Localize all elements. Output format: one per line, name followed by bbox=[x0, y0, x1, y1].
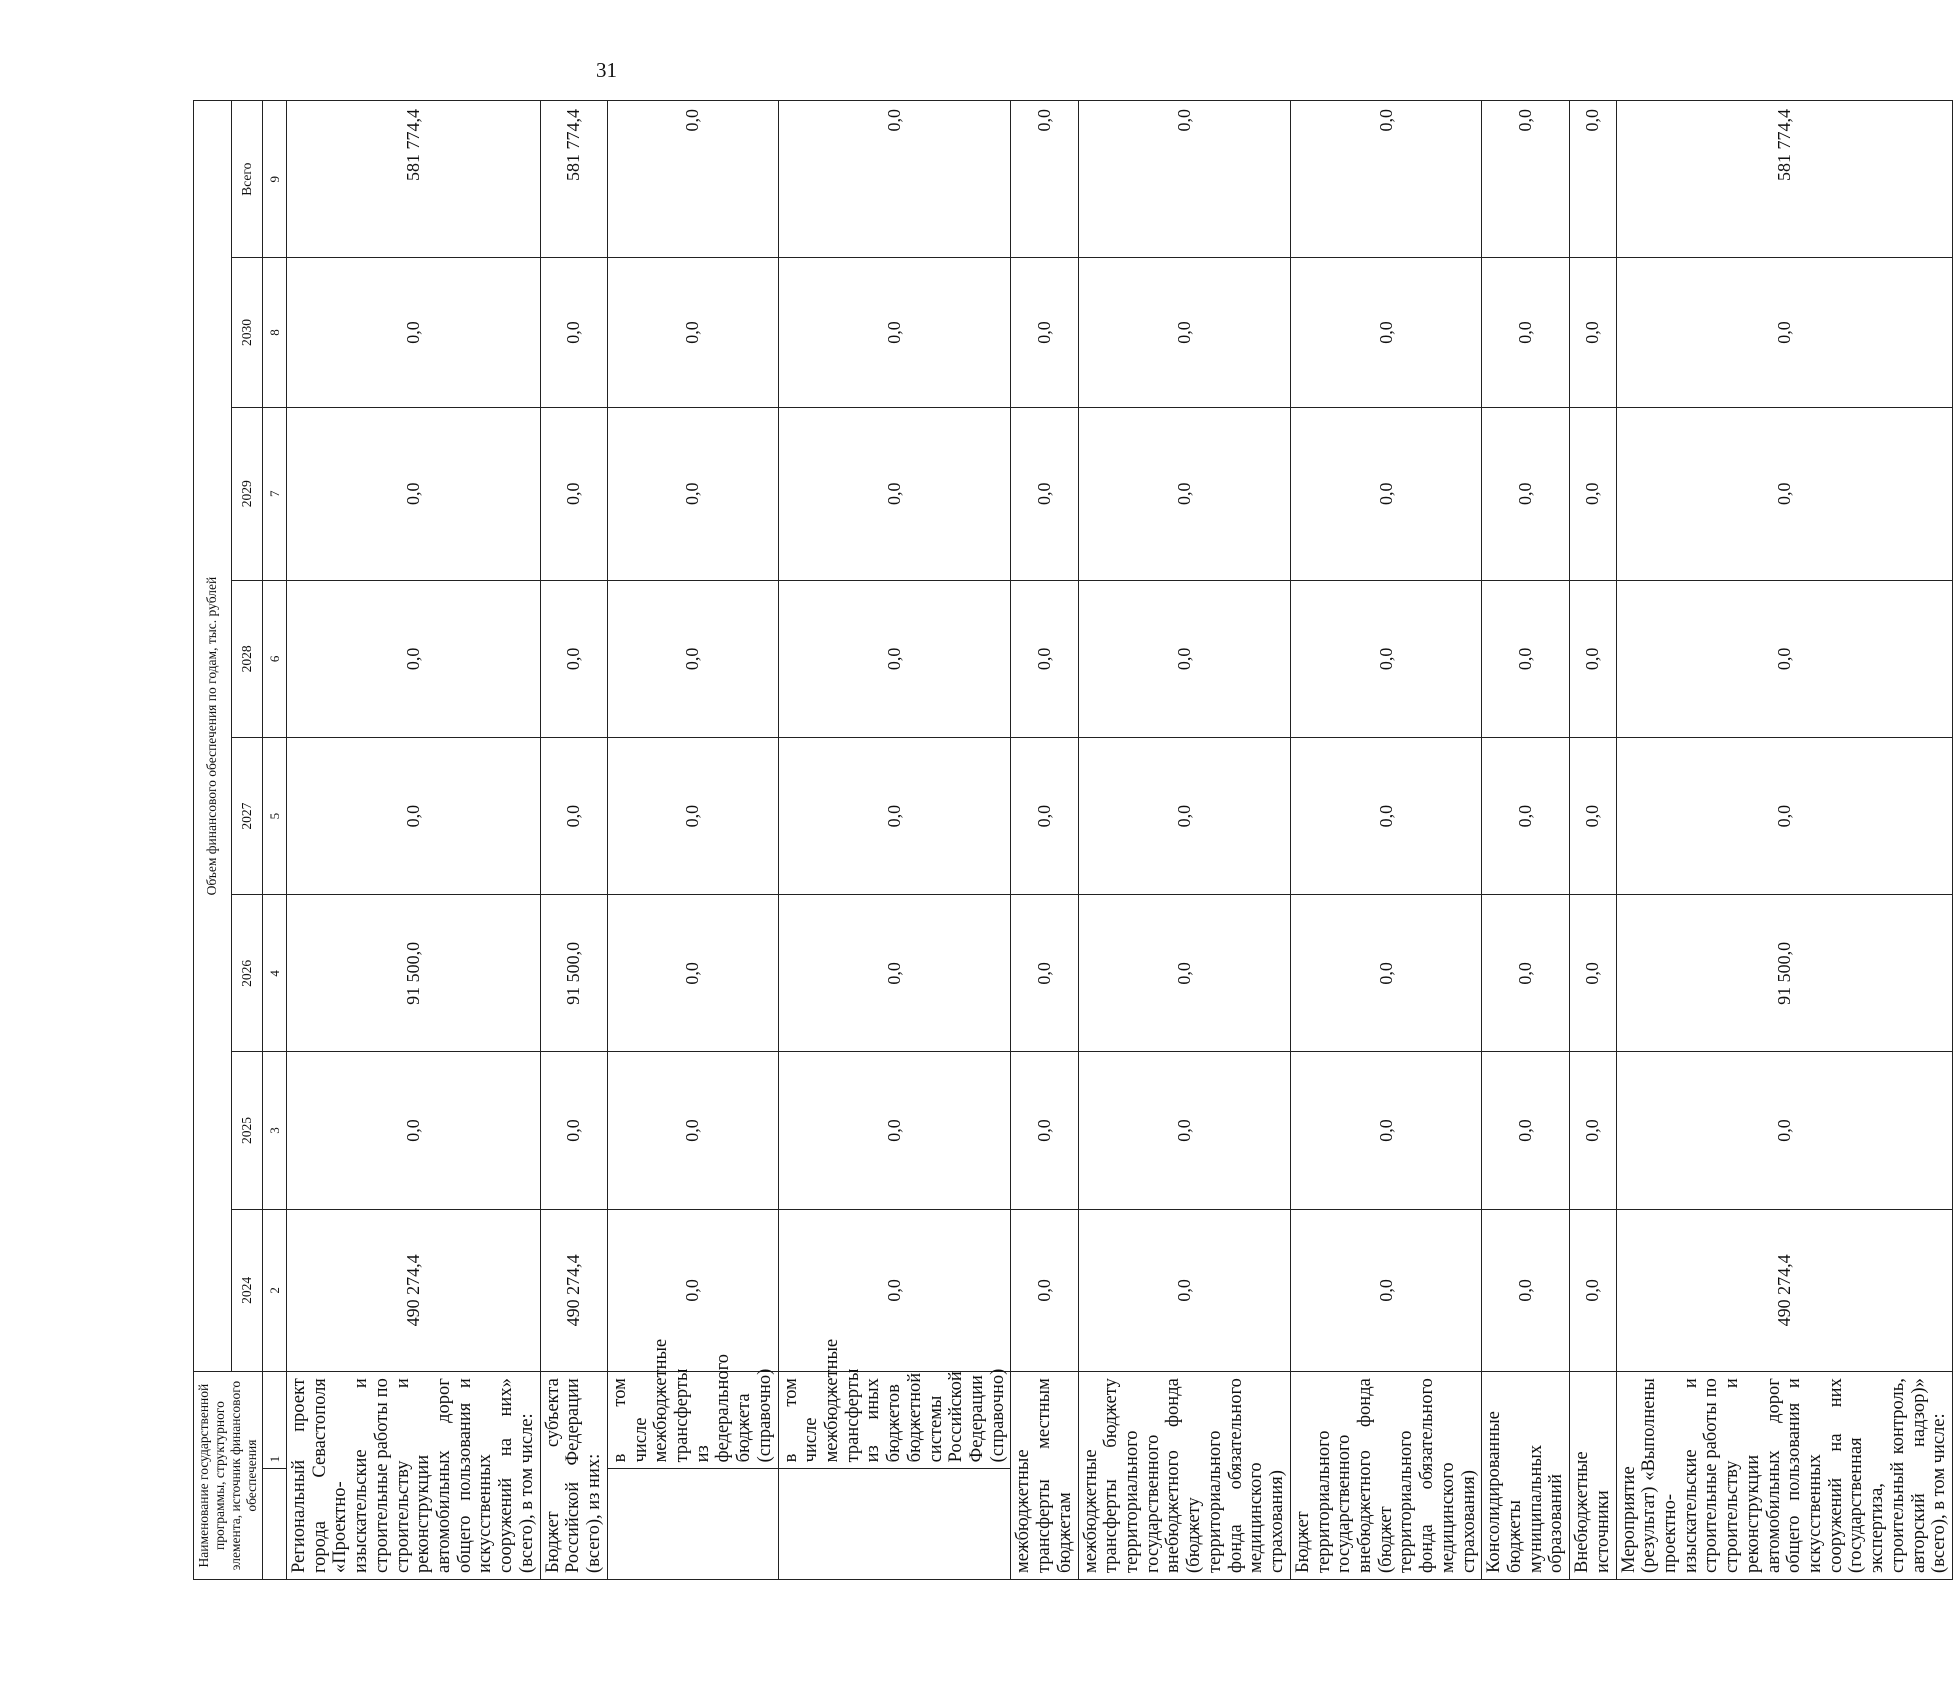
table-row bbox=[1616, 101, 1953, 1580]
row-value: 0,0 bbox=[1290, 407, 1481, 580]
row-value: 0,0 bbox=[778, 580, 1011, 737]
header-year-2030: 2030 bbox=[231, 258, 262, 407]
header-year-2024: 2024 bbox=[231, 1209, 262, 1372]
table-row bbox=[287, 101, 541, 1580]
row-value: 0,0 bbox=[287, 738, 541, 895]
header-year-2026: 2026 bbox=[231, 895, 262, 1052]
row-value: 0,0 bbox=[540, 580, 607, 737]
header-col-number-1: 1 bbox=[263, 1372, 287, 1469]
table-row bbox=[540, 101, 607, 1580]
header-col-number-9: 9 bbox=[263, 101, 287, 258]
row-value: 0,0 bbox=[778, 101, 1011, 258]
row-value: 0,0 bbox=[1570, 1209, 1616, 1372]
row-value: 0,0 bbox=[1078, 101, 1290, 258]
row-value: 0,0 bbox=[1078, 1052, 1290, 1209]
row-value: 0,0 bbox=[1290, 580, 1481, 737]
row-value: 0,0 bbox=[1482, 580, 1570, 737]
row-name: межбюджетные трансферты местным бюджетам bbox=[1011, 1372, 1078, 1580]
header-col-number-7: 7 bbox=[263, 407, 287, 580]
row-value: 0,0 bbox=[1482, 407, 1570, 580]
row-value: 0,0 bbox=[607, 407, 778, 580]
row-value: 0,0 bbox=[1570, 101, 1616, 258]
row-value: 0,0 bbox=[1616, 738, 1953, 895]
row-value: 581 774,4 bbox=[1616, 101, 1953, 258]
table-row bbox=[1011, 101, 1078, 1580]
table-row bbox=[1482, 101, 1570, 1580]
row-value: 0,0 bbox=[607, 1209, 778, 1372]
row-value: 0,0 bbox=[287, 580, 541, 737]
header-year-2029: 2029 bbox=[231, 407, 262, 580]
header-spacer bbox=[263, 1469, 287, 1580]
table-row bbox=[1570, 101, 1616, 1580]
row-value: 0,0 bbox=[540, 407, 607, 580]
row-name: Мероприятие (результат) «Выполнены проектно-изыскательские и строительные работы по строительству и реконструкции автомобильных дорог общего пользования и искусственных сооружений на них (государственная экспертиза, строительный контроль, авторский надзор)» (всего), в том числе: bbox=[1616, 1372, 1953, 1580]
row-value: 0,0 bbox=[1616, 580, 1953, 737]
row-name: Внебюджетные источники bbox=[1570, 1372, 1616, 1580]
header-year-2027: 2027 bbox=[231, 738, 262, 895]
row-name: межбюджетные трансферты бюджету территориального государственного внебюджетного фонда (бюджету территориального фонда обязательного медицинского страхования) bbox=[1078, 1372, 1290, 1580]
row-name: Бюджет территориального государственного внебюджетного фонда (бюджет территориального фонда обязательного медицинского страхования) bbox=[1290, 1372, 1481, 1580]
row-value: 490 274,4 bbox=[540, 1209, 607, 1372]
row-value: 0,0 bbox=[778, 407, 1011, 580]
header-col-number-4: 4 bbox=[263, 895, 287, 1052]
row-name: Региональный проект города Севастополя «Проектно-изыскательские и строительные работы по строительству и реконструкции автомобильных дорог общего пользования и искусственных сооружений на них» (всего), в том числе: bbox=[287, 1372, 541, 1580]
indent-cell bbox=[607, 1469, 778, 1580]
row-value: 0,0 bbox=[778, 1052, 1011, 1209]
row-value: 490 274,4 bbox=[287, 1209, 541, 1372]
row-value: 0,0 bbox=[1078, 407, 1290, 580]
row-value: 0,0 bbox=[1078, 1209, 1290, 1372]
row-value: 0,0 bbox=[1011, 1209, 1078, 1372]
row-name: Бюджет субъекта Российской Федерации (всего), из них: bbox=[540, 1372, 607, 1580]
row-value: 0,0 bbox=[607, 738, 778, 895]
header-volume-column: Объем финансового обеспечения по годам, тыс. рублей bbox=[194, 101, 232, 1372]
row-value: 0,0 bbox=[1290, 738, 1481, 895]
header-total: Всего bbox=[231, 101, 262, 258]
row-value: 0,0 bbox=[287, 407, 541, 580]
row-value: 0,0 bbox=[1290, 258, 1481, 407]
row-value: 0,0 bbox=[1616, 1052, 1953, 1209]
rotated-page-content bbox=[193, 100, 1950, 1580]
row-value: 0,0 bbox=[540, 258, 607, 407]
row-name: в том числе межбюджетные трансферты из федерального бюджета (справочно) bbox=[607, 1372, 778, 1469]
table-row bbox=[778, 101, 1011, 1580]
row-value: 0,0 bbox=[607, 895, 778, 1052]
row-value: 0,0 bbox=[1570, 1052, 1616, 1209]
row-value: 0,0 bbox=[1290, 1209, 1481, 1372]
row-value: 0,0 bbox=[1570, 738, 1616, 895]
row-value: 0,0 bbox=[607, 258, 778, 407]
row-value: 0,0 bbox=[1482, 895, 1570, 1052]
row-value: 0,0 bbox=[1078, 258, 1290, 407]
header-col-number-6: 6 bbox=[263, 580, 287, 737]
page-number: 31 bbox=[596, 58, 617, 82]
row-value: 91 500,0 bbox=[1616, 895, 1953, 1052]
row-value: 0,0 bbox=[1011, 101, 1078, 258]
row-value: 0,0 bbox=[540, 1052, 607, 1209]
row-value: 0,0 bbox=[1011, 407, 1078, 580]
row-value: 0,0 bbox=[1482, 101, 1570, 258]
header-col-number-5: 5 bbox=[263, 738, 287, 895]
row-value: 0,0 bbox=[540, 738, 607, 895]
row-value: 0,0 bbox=[1011, 258, 1078, 407]
row-value: 0,0 bbox=[1078, 895, 1290, 1052]
row-value: 0,0 bbox=[778, 738, 1011, 895]
row-value: 0,0 bbox=[1290, 1052, 1481, 1209]
table-row bbox=[1290, 101, 1481, 1580]
row-value: 0,0 bbox=[1078, 738, 1290, 895]
row-value: 0,0 bbox=[778, 258, 1011, 407]
header-col-number-8: 8 bbox=[263, 258, 287, 407]
header-name-column: Наименование государственной программы, структурного элемента, источник финансового обеспечения bbox=[194, 1372, 263, 1580]
row-value: 0,0 bbox=[1616, 258, 1953, 407]
row-value: 0,0 bbox=[1011, 738, 1078, 895]
row-value: 91 500,0 bbox=[540, 895, 607, 1052]
row-value: 581 774,4 bbox=[540, 101, 607, 258]
row-value: 91 500,0 bbox=[287, 895, 541, 1052]
row-value: 0,0 bbox=[778, 895, 1011, 1052]
row-value: 0,0 bbox=[287, 1052, 541, 1209]
table-row bbox=[607, 101, 778, 1580]
row-value: 0,0 bbox=[1482, 1052, 1570, 1209]
row-value: 0,0 bbox=[1570, 258, 1616, 407]
table-row bbox=[1078, 101, 1290, 1580]
header-col-number-2: 2 bbox=[263, 1209, 287, 1372]
row-name: в том числе межбюджетные трансферты из иных бюджетов бюджетной системы Российской Федерации (справочно) bbox=[778, 1372, 1011, 1469]
header-year-2028: 2028 bbox=[231, 580, 262, 737]
row-value: 0,0 bbox=[1616, 407, 1953, 580]
row-name: Консолидированные бюджеты муниципальных образований bbox=[1482, 1372, 1570, 1580]
row-value: 0,0 bbox=[1482, 258, 1570, 407]
row-value: 0,0 bbox=[1011, 895, 1078, 1052]
row-value: 0,0 bbox=[1078, 580, 1290, 737]
row-value: 0,0 bbox=[1570, 895, 1616, 1052]
row-value: 0,0 bbox=[1570, 407, 1616, 580]
financing-table bbox=[193, 100, 1953, 1580]
indent-cell bbox=[778, 1469, 1011, 1580]
row-value: 0,0 bbox=[607, 101, 778, 258]
row-value: 0,0 bbox=[607, 580, 778, 737]
row-value: 0,0 bbox=[607, 1052, 778, 1209]
row-value: 0,0 bbox=[1570, 580, 1616, 737]
row-value: 581 774,4 bbox=[287, 101, 541, 258]
row-value: 490 274,4 bbox=[1616, 1209, 1953, 1372]
header-year-2025: 2025 bbox=[231, 1052, 262, 1209]
row-value: 0,0 bbox=[1290, 101, 1481, 258]
row-value: 0,0 bbox=[1482, 738, 1570, 895]
row-value: 0,0 bbox=[778, 1209, 1011, 1372]
row-value: 0,0 bbox=[1290, 895, 1481, 1052]
header-col-number-3: 3 bbox=[263, 1052, 287, 1209]
row-value: 0,0 bbox=[1011, 580, 1078, 737]
row-value: 0,0 bbox=[287, 258, 541, 407]
row-value: 0,0 bbox=[1482, 1209, 1570, 1372]
row-value: 0,0 bbox=[1011, 1052, 1078, 1209]
